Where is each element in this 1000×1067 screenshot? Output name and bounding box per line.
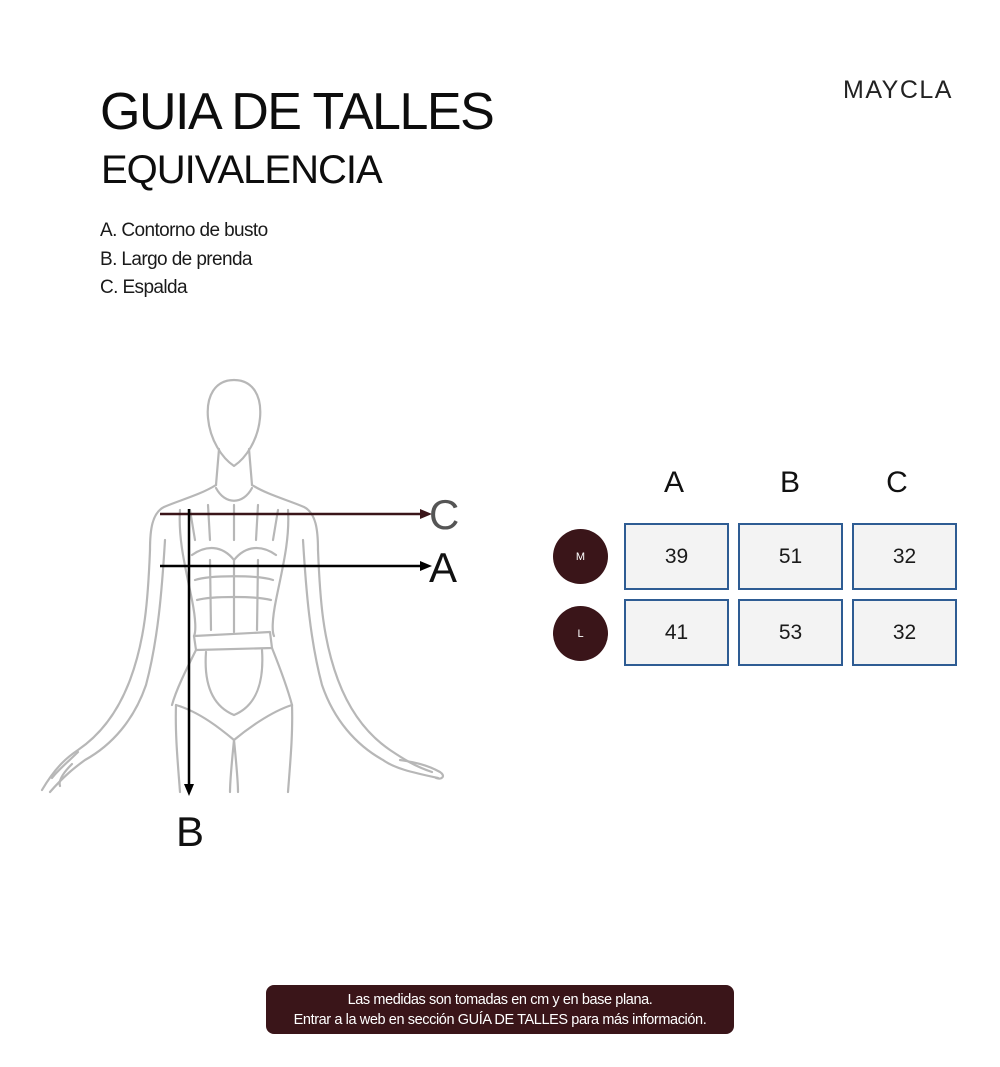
measurement-legend	[100, 217, 268, 303]
column-header-b: B	[779, 466, 800, 499]
measurement-note	[266, 985, 734, 1034]
size-badge-l: L	[553, 606, 608, 661]
size-badge-m: M	[553, 529, 608, 584]
table-cell: 39	[624, 523, 729, 590]
table-cell: 41	[624, 599, 729, 666]
legend-item-b: B. Largo de prenda	[100, 248, 252, 270]
note-line-1: Las medidas son tomadas en cm y en base plana.	[347, 991, 653, 1008]
table-cell: 51	[738, 523, 843, 590]
legend-item-a: A. Contorno de busto	[100, 220, 268, 241]
table-cell: 32	[852, 523, 957, 590]
column-header-c: C	[886, 466, 908, 499]
table-cell: 53	[738, 599, 843, 666]
figure-label-a: A	[429, 544, 458, 591]
mannequin-illustration	[0, 370, 470, 810]
note-line-2: Entrar a la web en sección GUÍA DE TALLES para más información.	[293, 1011, 707, 1028]
page-subtitle: EQUIVALENCIA	[101, 148, 382, 192]
column-header-a: A	[663, 466, 684, 499]
figure-label-b: B	[176, 808, 205, 855]
page-title: GUIA DE TALLES	[100, 83, 494, 141]
table-cell: 32	[852, 599, 957, 666]
brand-logo: MAYCLA	[843, 76, 953, 104]
legend-item-c: C. Espalda	[100, 277, 187, 298]
figure-label-c: C	[429, 491, 460, 538]
